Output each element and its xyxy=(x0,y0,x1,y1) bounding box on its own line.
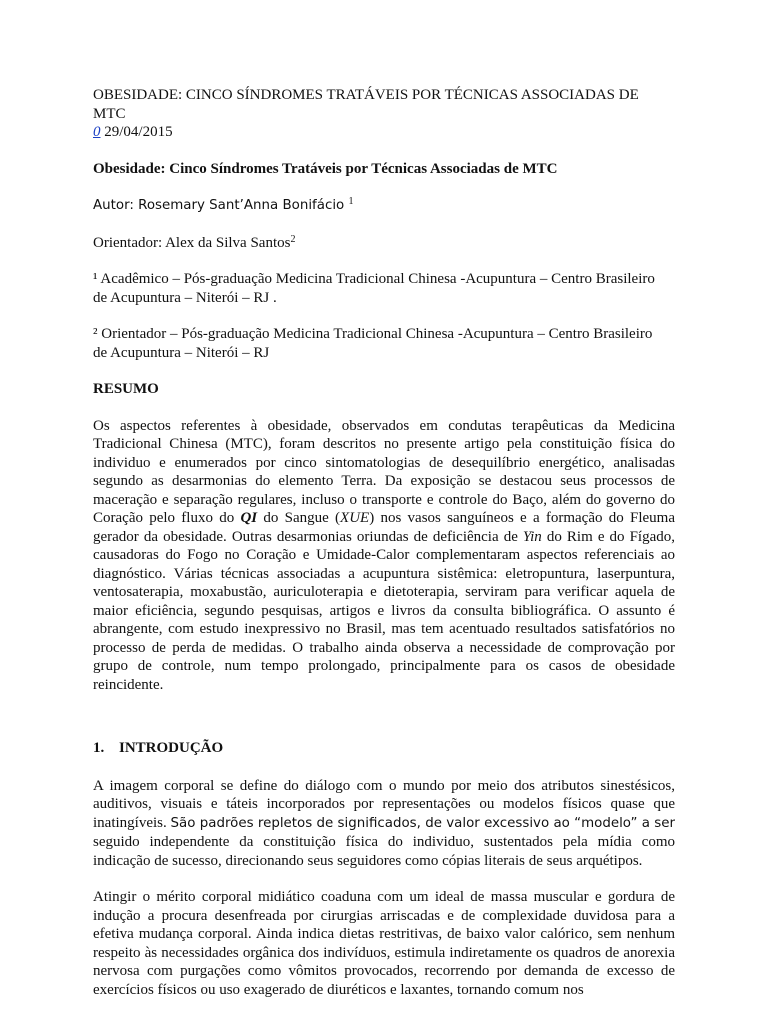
affiliation-2-line2: de Acupuntura – Niterói – RJ xyxy=(93,344,270,361)
resumo-heading: RESUMO xyxy=(93,381,159,397)
author-footnote-mark: 1 xyxy=(348,196,354,207)
resumo-text-part4: do Rim e do Fígado, causadoras do Fogo no Coração e Umidade-Calor complementaram aspectos referenciais ao diagnóstico. Várias técnicas associadas a acupuntura sistêmica: eletropuntura, laserpuntura, ventosaterapia, moxabustão, auriculoterapia e dietoterapia, serviram para verificar aquela de maior eficiência, segundo pesquisas, artigos e livros da consulta bibliográfica. O assunto é abrangente, com estudo inexpressivo no Brasil, mas tem acentuado resultados satisfatórios no processo de perda de medidas. O trabalho ainda observa a necessidade de comprovação por grupo de controle, num tempo prolongado, principalmente para os casos de obesidade reincidente. xyxy=(93,528,675,693)
document-page xyxy=(93,86,675,999)
intro-heading xyxy=(93,739,675,758)
intro-p1-part2: São padrões repletos de significados, de valor excessivo ao “modelo” a ser xyxy=(170,815,675,831)
resumo-text-part2: do Sangue ( xyxy=(257,510,341,526)
resumo-text-part1: Os aspectos referentes à obesidade, observados em condutas terapêuticas da Medicina Tradicional Chinesa (MTC), foram descritos no presente artigo pela constituição física do individuo e enumerados por cinco sintomatologias de desequilíbrio energético, analisadas segundo as desarmonias do elemento Terra. Da exposição se destacou seus processos de maceração e separação regulares, incluso o transporte e controle do Baço, além do governo do Coração pelo fluxo do xyxy=(93,417,675,526)
publish-date: 29/04/2015 xyxy=(100,124,173,140)
article-title: Obesidade: Cinco Síndromes Tratáveis por Técnicas Associadas de MTC xyxy=(93,160,558,177)
affiliation-2-line1: ² Orientador – Pós-graduação Medicina Tradicional Chinesa -Acupuntura – Centro Brasileiro xyxy=(93,326,653,342)
advisor-footnote-mark: 2 xyxy=(290,233,296,245)
intro-heading-text: INTRODUÇÃO xyxy=(119,740,224,756)
comments-link[interactable]: 0 xyxy=(93,124,101,140)
term-xue: XUE xyxy=(340,510,370,526)
advisor-name: Orientador: Alex da Silva Santos xyxy=(93,234,291,251)
intro-paragraph-2: Atingir o mérito corporal midiático coaduna com um ideal de massa muscular e gordura de indução a procura desenfreada por cirurgias arriscadas e de complexidade duvidosa para a efetiva mudança corporal. Ainda indica dietas restritivas, de baixo valor calórico, sem nenhum respeito às necessidades orgânica dos indivíduos, estimula indiretamente os quadros de anorexia nervosa com purgações como vômitos provocados, recorrendo por demanda de excesso de exercícios físicos ou uso exagerado de diuréticos e laxantes, tornando comum nos xyxy=(93,889,675,998)
term-yin: Yin xyxy=(522,528,542,545)
resumo-text-part3: ) nos vasos sanguíneos e a formação do Fleuma gerador da obesidade. Outras desarmonias oriundas de deficiência de xyxy=(93,510,675,545)
advisor-line xyxy=(93,234,675,253)
intro-paragraph-1 xyxy=(93,777,675,871)
affiliation-1 xyxy=(93,270,675,307)
intro-p1-part3: seguido independente da constituição física do individuo, sustentados pela mídia como indicação de sucesso, direcionando seus seguidores como cópias literais de seus arquétipos. xyxy=(93,834,675,869)
intro-p1-part1: A imagem corporal se define do diálogo com o mundo por meio dos atributos sinestésicos, auditivos, visuais e táteis incorporados por representações ou modelos físicos quase que inatingíveis. xyxy=(93,777,675,831)
author-name: Autor: Rosemary Sant’Anna Bonifácio xyxy=(93,198,349,213)
author-line xyxy=(93,196,675,216)
header-title-line2: MTC xyxy=(93,105,126,122)
affiliation-1-line1: ¹ Acadêmico – Pós-graduação Medicina Tradicional Chinesa -Acupuntura – Centro Brasileiro xyxy=(93,271,655,287)
header-title-line1: OBESIDADE: CINCO SÍNDROMES TRATÁVEIS POR TÉCNICAS ASSOCIADAS DE xyxy=(93,87,639,103)
term-qi: QI xyxy=(240,510,258,526)
affiliation-1-line2: de Acupuntura – Niterói – RJ . xyxy=(93,289,277,306)
intro-heading-number: 1. xyxy=(93,740,105,756)
document-header xyxy=(93,86,675,142)
resumo-paragraph xyxy=(93,417,675,695)
affiliation-2 xyxy=(93,325,675,362)
